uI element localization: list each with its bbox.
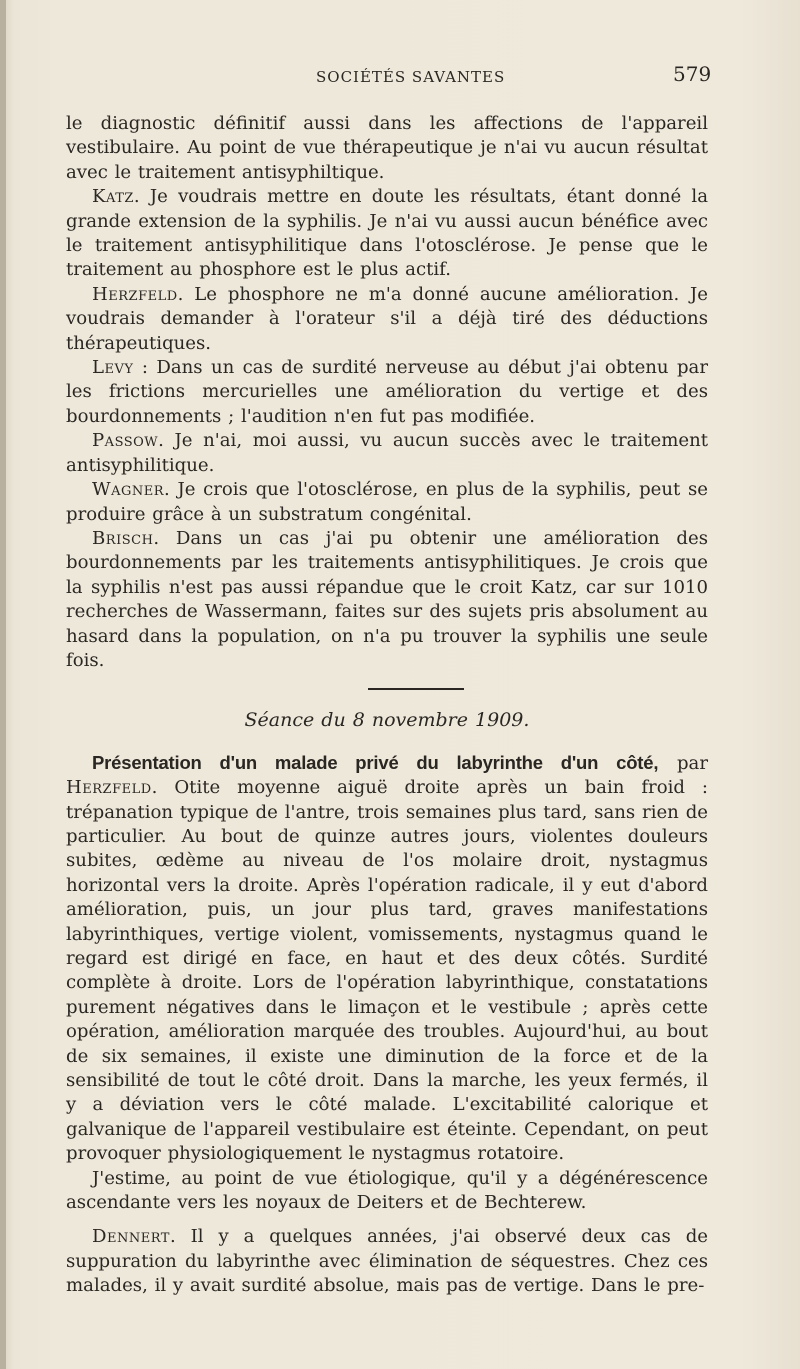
page-header xyxy=(0,62,800,92)
author-name: Herzfeld xyxy=(66,777,152,799)
byline-text: par xyxy=(658,752,708,774)
speaker-name: Katz xyxy=(92,186,134,208)
session-heading: Séance du 8 novembre 1909. xyxy=(244,709,530,732)
speaker-name: Passow xyxy=(92,430,159,452)
paragraph: J'estime, au point de vue étiologique, qu'il y a dégénérescence ascendante vers les noyaux de Deiters et de Bechterew. xyxy=(66,1167,708,1214)
paragraph-text: : Dans un cas de surdité nerveuse au début j'ai obtenu par les frictions mercurielles une amélioration du vertige et des bourdonnements ; l'audition n'en fut pas modifiée. xyxy=(66,357,708,427)
paragraph-text: . Il y a quelques années, j'ai observé deux cas de suppuration du labyrinthe avec élimination de séquestres. Chez ces malades, il y avait surdité absolue, mais pas de vertige. Dans le pre- xyxy=(66,1226,708,1297)
paragraph-text: . Je n'ai, moi aussi, vu aucun succès avec le traitement antisyphilitique. xyxy=(66,430,708,476)
page-number: 579 xyxy=(673,62,712,86)
paragraph xyxy=(66,478,708,527)
speaker-name: Brisch xyxy=(92,527,154,549)
paragraph xyxy=(66,751,708,1167)
speaker-name: Dennert xyxy=(92,1226,170,1248)
speaker-name: Wagner xyxy=(92,479,165,501)
presentation-title: Présentation d'un malade privé du labyrinthe d'un côté, xyxy=(92,751,659,773)
speaker-name: Herzfeld xyxy=(92,283,178,305)
paragraph-text: . Otite moyenne aiguë droite après un bain froid : trépanation typique de l'antre, trois semaines plus tard, sans rien de particulier. Au bout de quinze autres jours, violentes douleurs subites, œdème au niveau de l'os molaire droit, nystagmus horizontal vers la droite. Après l'opération radicale, il y eut d'abord amélioration, puis, un jour plus tard, graves manifestations labyrinthiques, vertige violent, vomissements, nystagmus quand le regard est dirigé en face, en haut et des deux côtés. Surdité complète à droite. Lors de l'opération labyrinthique, constatations purement négatives dans le limaçon et le vestibule ; après cette opération, amélioration marquée des troubles. Aujourd'hui, au bout de six semaines, il existe une diminution de la force et de la sensibilité de tout le côté droit. Dans la marche, les yeux fermés, il y a déviation vers le côté malade. L'excitabilité calorique et galvanique de l'appareil vestibulaire est éteinte. Cependant, on peut provoquer physiologiquement le nystagmus rotatoire. xyxy=(66,777,708,1165)
paragraph-text: . Le phosphore ne m'a donné aucune amélioration. Je voudrais demander à l'orateur s'il a déjà tiré des déductions thérapeutiques. xyxy=(66,283,708,354)
paragraph xyxy=(66,283,708,356)
page-edge xyxy=(0,0,6,1369)
speaker-name: Levy xyxy=(92,357,134,379)
paragraph-text: . Dans un cas j'ai pu obtenir une amélioration des bourdonnements par les traitements antisyphilitiques. Je crois que la syphilis n'est pas aussi répandue que le croit Katz, car sur 1010 recherches de Wassermann, faites sur des sujets pris absolument au hasard dans la population, on n'a pu trouver la syphilis une seule fois. xyxy=(66,527,708,671)
paragraph xyxy=(66,1225,708,1298)
section-divider xyxy=(368,688,464,690)
running-head: SOCIÉTÉS SAVANTES xyxy=(316,68,506,86)
paragraph-text: . Je crois que l'otosclérose, en plus de la syphilis, peut se produire grâce à un substratum congénital. xyxy=(66,479,708,525)
paragraph-text: . Je voudrais mettre en doute les résultats, étant donné la grande extension de la syphilis. Je n'ai vu aussi aucun bénéfice avec le traitement antisyphilitique dans l'otosclérose. Je pense que le traitement au phosphore est le plus actif. xyxy=(66,186,708,281)
paragraph: le diagnostic définitif aussi dans les affections de l'appareil vestibulaire. Au point de vue thérapeutique je n'ai vu aucun résultat avec le traitement antisyphiltique. xyxy=(66,113,708,183)
paragraph xyxy=(66,356,708,429)
paragraph xyxy=(66,429,708,478)
body-text xyxy=(66,112,708,1299)
paragraph xyxy=(66,185,708,283)
paragraph xyxy=(66,527,708,673)
